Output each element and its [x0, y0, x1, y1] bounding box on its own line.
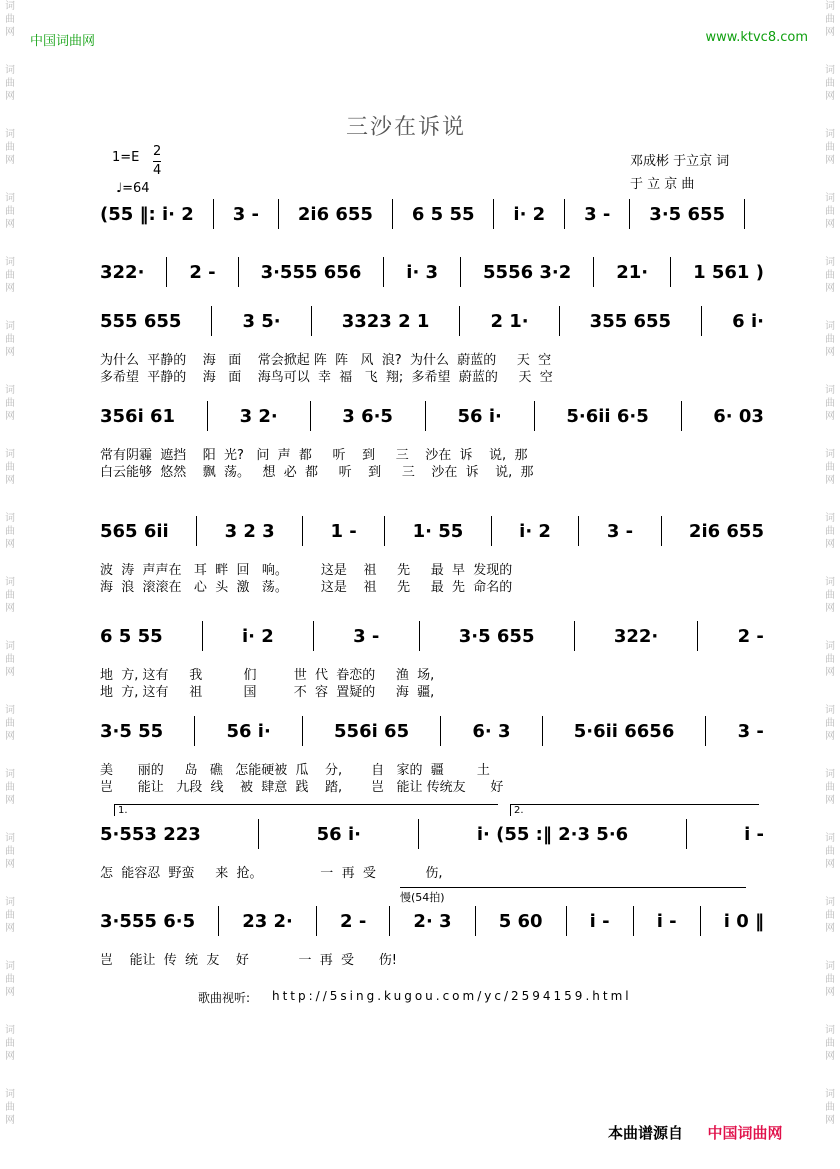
tempo-mark: ♩=64	[116, 181, 150, 196]
measure: 21·	[616, 261, 649, 283]
watermark-char: 曲	[5, 654, 15, 665]
staff-line	[100, 305, 764, 395]
watermark-char: 网	[825, 859, 835, 870]
watermark-char: 网	[825, 155, 835, 166]
bar-line	[302, 516, 303, 546]
bar-line	[491, 516, 492, 546]
measure: 3 -	[606, 520, 634, 542]
watermark-char: 词	[5, 257, 15, 268]
watermark-char: 词	[5, 385, 15, 396]
watermark-char: 曲	[825, 270, 835, 281]
staff-notes	[100, 515, 764, 547]
lyric-line: 多希望 平静的 海 面 海鸟可以 幸 福 飞 翔; 多希望 蔚蓝的 天 空	[100, 370, 553, 385]
staff-line	[100, 515, 764, 605]
staff-notes	[100, 198, 764, 230]
watermark-char: 词	[825, 641, 835, 652]
bar-line	[593, 257, 594, 287]
bar-line	[475, 906, 476, 936]
staff-notes	[100, 256, 764, 288]
watermark-char: 曲	[5, 398, 15, 409]
watermark-char: 曲	[5, 526, 15, 537]
bar-line	[559, 306, 560, 336]
bar-line	[418, 819, 419, 849]
bar-line	[278, 199, 279, 229]
staff-notes	[100, 905, 764, 937]
watermark-char: 网	[5, 795, 15, 806]
bar-line	[196, 516, 197, 546]
lyric-line: 美 丽的 岛 礁 怎能硬被 瓜 分, 自 家的 疆 土	[100, 763, 490, 778]
measure: 5·6ii 6656	[573, 720, 675, 742]
second-ending: 2.	[510, 804, 759, 816]
staff-line	[100, 400, 764, 490]
measure: 2 -	[189, 261, 216, 283]
watermark-char: 词	[825, 577, 835, 588]
staff-notes	[100, 818, 764, 850]
measure: i -	[589, 910, 610, 932]
measure: 356i 61	[100, 405, 176, 427]
measure: (55 ‖: i· 2	[100, 203, 194, 225]
watermark-char: 词	[825, 961, 835, 972]
watermark-char: 词	[5, 1, 15, 12]
watermark-char: 词	[5, 65, 15, 76]
bar-line	[316, 906, 317, 936]
measure: 3·5 655	[458, 625, 535, 647]
bar-line	[633, 906, 634, 936]
bar-line	[202, 621, 203, 651]
watermark-char: 曲	[5, 462, 15, 473]
watermark-char: 网	[825, 219, 835, 230]
key-signature	[112, 150, 139, 165]
watermark-char: 曲	[5, 78, 15, 89]
lyric-line: 怎 能容忍 野蛮 来 抢。 一 再 受 伤,	[100, 866, 443, 881]
watermark-char: 曲	[5, 590, 15, 601]
measure: 2· 3	[413, 910, 452, 932]
watermark-char: 网	[5, 219, 15, 230]
bar-line	[686, 819, 687, 849]
listen-url-link[interactable]: http://5sing.kugou.com/yc/2594159.html	[272, 989, 632, 1003]
measure: 23 2·	[242, 910, 293, 932]
measure: 556i 65	[334, 720, 410, 742]
measure: 3·5 55	[100, 720, 164, 742]
watermark-char: 网	[5, 923, 15, 934]
song-title: 三沙在诉说	[346, 115, 467, 140]
bar-line	[207, 401, 208, 431]
measure: 56 i·	[316, 823, 361, 845]
bar-line	[460, 257, 461, 287]
watermark-char: 网	[825, 795, 835, 806]
bar-line	[194, 716, 195, 746]
measure: 3 -	[353, 625, 380, 647]
bar-line	[258, 819, 259, 849]
watermark-char: 网	[5, 603, 15, 614]
measure: 3 -	[232, 203, 259, 225]
measure: 3·555 6·5	[100, 910, 196, 932]
measure: i· 2	[241, 625, 274, 647]
watermark-char: 网	[825, 411, 835, 422]
staff-notes	[100, 305, 764, 337]
bar-line	[218, 906, 219, 936]
bar-line	[211, 306, 212, 336]
measure: 5·6ii 6·5	[566, 405, 649, 427]
first-ending: 1.	[114, 804, 498, 816]
tempo-change: 慢(54拍)	[400, 891, 445, 904]
measure: 3 2 3	[224, 520, 275, 542]
bar-line	[661, 516, 662, 546]
measure: 5·553 223	[100, 823, 201, 845]
watermark-char: 网	[5, 91, 15, 102]
lyric-line: 海 浪 滚滚在 心 头 激 荡。 这是 祖 先 最 先 命名的	[100, 580, 513, 595]
staff-notes	[100, 400, 764, 432]
measure: 3·5 655	[649, 203, 726, 225]
watermark-char: 词	[825, 257, 835, 268]
watermark-char: 词	[5, 321, 15, 332]
watermark-char: 曲	[825, 974, 835, 985]
lyric-line: 地 方, 这有 祖 国 不 容 置疑的 海 疆,	[100, 685, 435, 700]
watermark-char: 网	[5, 1051, 15, 1062]
watermark-char: 词	[825, 449, 835, 460]
watermark-char: 词	[5, 833, 15, 844]
watermark-char: 曲	[5, 974, 15, 985]
measure: 6· 3	[472, 720, 511, 742]
measure: 3323 2 1	[341, 310, 430, 332]
bar-line	[440, 716, 441, 746]
bar-line	[697, 621, 698, 651]
bar-line	[302, 716, 303, 746]
watermark-char: 网	[825, 603, 835, 614]
bar-line	[574, 621, 575, 651]
watermark-char: 网	[5, 539, 15, 550]
lyric-line: 岂 能让 传 统 友 好 一 再 受 伤!	[100, 953, 397, 968]
watermark-char: 曲	[5, 270, 15, 281]
watermark-char: 网	[825, 475, 835, 486]
source-site-link[interactable]: 中国词曲网	[707, 1124, 783, 1142]
measure: 5556 3·2	[483, 261, 572, 283]
measure: 2 -	[737, 625, 764, 647]
watermark-char: 网	[825, 27, 835, 38]
tempo-change-line	[400, 887, 746, 888]
watermark-char: 曲	[825, 654, 835, 665]
measure: 3 2·	[239, 405, 278, 427]
watermark-char: 网	[5, 27, 15, 38]
measure: 6 i·	[732, 310, 764, 332]
watermark-char: 词	[5, 1089, 15, 1100]
lyric-line: 白云能够 悠然 飘 荡。 想 必 都 听 到 三 沙在 诉 说, 那	[100, 465, 534, 480]
measure: i· 2	[513, 203, 546, 225]
watermark-char: 曲	[825, 206, 835, 217]
watermark-char: 曲	[5, 14, 15, 25]
bar-line	[493, 199, 494, 229]
measure: 2i6 655	[688, 520, 764, 542]
staff-line	[100, 715, 764, 805]
measure: i -	[744, 823, 764, 845]
site-url-right[interactable]: www.ktvc8.com	[705, 30, 808, 45]
measure: 2 1·	[490, 310, 529, 332]
bar-line	[419, 621, 420, 651]
watermark-char: 网	[825, 1051, 835, 1062]
watermark-char: 词	[5, 193, 15, 204]
watermark-char: 曲	[825, 142, 835, 153]
watermark-char: 曲	[825, 78, 835, 89]
bar-line	[311, 306, 312, 336]
bar-line	[384, 516, 385, 546]
watermark-char: 词	[825, 193, 835, 204]
watermark-char: 词	[5, 449, 15, 460]
measure: 322·	[613, 625, 659, 647]
watermark-char: 曲	[825, 782, 835, 793]
watermark-char: 词	[825, 385, 835, 396]
measure: 355 655	[589, 310, 672, 332]
watermark-char: 网	[825, 1115, 835, 1126]
watermark-char: 曲	[825, 590, 835, 601]
watermark-char: 曲	[5, 718, 15, 729]
watermark-char: 曲	[825, 398, 835, 409]
measure: 1 561 )	[693, 261, 764, 283]
watermark-char: 网	[825, 667, 835, 678]
watermark-char: 曲	[5, 910, 15, 921]
watermark-char: 词	[5, 1025, 15, 1036]
bar-line	[542, 716, 543, 746]
measure: i· 2	[519, 520, 551, 542]
measure: 5 60	[498, 910, 543, 932]
bar-line	[166, 257, 167, 287]
watermark-char: 词	[5, 769, 15, 780]
watermark-char: 曲	[5, 1102, 15, 1113]
watermark-char: 网	[825, 539, 835, 550]
staff-line	[100, 620, 764, 710]
bar-line	[744, 199, 745, 229]
measure: 56 i·	[226, 720, 271, 742]
measure: 1· 55	[412, 520, 464, 542]
measure: 3·555 656	[260, 261, 362, 283]
bar-line	[313, 621, 314, 651]
source-prefix: 本曲谱源自	[608, 1124, 684, 1142]
watermark-char: 曲	[825, 14, 835, 25]
composer-credit: 于 立 京 曲	[630, 177, 695, 192]
lyric-line: 岂 能让 九段 线 被 肆意 践 踏, 岂 能让 传统友 好	[100, 780, 504, 795]
watermark-char: 网	[5, 987, 15, 998]
measure: 56 i·	[457, 405, 502, 427]
watermark-char: 曲	[825, 462, 835, 473]
staff-notes	[100, 620, 764, 652]
watermark-char: 曲	[825, 846, 835, 857]
watermark-char: 网	[5, 475, 15, 486]
watermark-char: 网	[5, 667, 15, 678]
key-label: 1=E	[112, 150, 140, 165]
bar-line	[534, 401, 535, 431]
lyric-line: 常有阴霾 遮挡 阳 光? 问 声 都 听 到 三 沙在 诉 说, 那	[100, 448, 528, 463]
watermark-char: 网	[825, 283, 835, 294]
measure: 322·	[100, 261, 145, 283]
bar-line	[389, 906, 390, 936]
bar-line	[629, 199, 630, 229]
measure: 3 6·5	[342, 405, 393, 427]
left-watermark-strip	[0, 0, 20, 1169]
bar-line	[238, 257, 239, 287]
watermark-char: 网	[5, 155, 15, 166]
watermark-char: 网	[5, 411, 15, 422]
measure: i· (55 :‖ 2·3 5·6	[476, 823, 629, 845]
lyric-line: 地 方, 这有 我 们 世 代 眷恋的 渔 场,	[100, 668, 435, 683]
watermark-char: 曲	[5, 206, 15, 217]
watermark-char: 曲	[825, 718, 835, 729]
measure: 565 6ii	[100, 520, 169, 542]
watermark-char: 词	[825, 769, 835, 780]
bar-line	[310, 401, 311, 431]
watermark-char: 曲	[5, 1038, 15, 1049]
measure: 3 -	[584, 203, 611, 225]
bar-line	[459, 306, 460, 336]
time-bottom: 4	[153, 163, 162, 178]
measure: 1 -	[330, 520, 357, 542]
site-name-left[interactable]: 中国词曲网	[30, 34, 96, 49]
time-signature	[153, 143, 161, 180]
watermark-char: 词	[825, 321, 835, 332]
bar-line	[383, 257, 384, 287]
watermark-char: 词	[825, 1, 835, 12]
staff-line	[100, 891, 764, 995]
watermark-char: 词	[825, 705, 835, 716]
watermark-char: 网	[5, 283, 15, 294]
watermark-char: 曲	[825, 334, 835, 345]
watermark-char: 网	[5, 347, 15, 358]
measure: i· 3	[406, 261, 439, 283]
measure: 2i6 655	[297, 203, 373, 225]
measure: 6· 03	[713, 405, 764, 427]
watermark-char: 词	[825, 1089, 835, 1100]
bar-line	[392, 199, 393, 229]
bar-line	[700, 906, 701, 936]
watermark-char: 曲	[5, 334, 15, 345]
bar-line	[705, 716, 706, 746]
measure: 6 5 55	[100, 625, 163, 647]
bar-line	[701, 306, 702, 336]
watermark-char: 词	[5, 129, 15, 140]
lyric-line: 为什么 平静的 海 面 常会掀起 阵 阵 风 浪? 为什么 蔚蓝的 天 空	[100, 353, 552, 368]
measure: 6 5 55	[411, 203, 475, 225]
watermark-char: 词	[825, 1025, 835, 1036]
watermark-char: 曲	[5, 142, 15, 153]
listen-label: 歌曲视听:	[198, 991, 251, 1005]
watermark-char: 词	[825, 897, 835, 908]
watermark-char: 网	[825, 91, 835, 102]
staff-notes	[100, 715, 764, 747]
watermark-char: 曲	[5, 782, 15, 793]
bar-line	[578, 516, 579, 546]
measure: 555 655	[100, 310, 182, 332]
measure: 3 -	[737, 720, 764, 742]
watermark-char: 网	[5, 859, 15, 870]
watermark-char: 词	[825, 513, 835, 524]
bar-line	[670, 257, 671, 287]
measure: i 0 ‖	[723, 910, 764, 932]
bar-line	[681, 401, 682, 431]
watermark-char: 曲	[825, 1102, 835, 1113]
watermark-char: 曲	[5, 846, 15, 857]
measure: i -	[656, 910, 677, 932]
right-watermark-strip	[820, 0, 840, 1169]
watermark-char: 网	[825, 987, 835, 998]
watermark-char: 词	[825, 65, 835, 76]
watermark-char: 网	[5, 731, 15, 742]
watermark-char: 曲	[825, 1038, 835, 1049]
watermark-char: 词	[5, 641, 15, 652]
watermark-char: 网	[5, 1115, 15, 1126]
watermark-char: 词	[5, 961, 15, 972]
lyric-line: 波 涛 声声在 耳 畔 回 响。 这是 祖 先 最 早 发现的	[100, 563, 513, 578]
watermark-char: 曲	[825, 526, 835, 537]
measure: 3 5·	[242, 310, 281, 332]
watermark-char: 网	[825, 731, 835, 742]
bar-line	[564, 199, 565, 229]
watermark-char: 词	[5, 897, 15, 908]
bar-line	[566, 906, 567, 936]
watermark-char: 词	[5, 513, 15, 524]
watermark-char: 词	[5, 577, 15, 588]
watermark-char: 词	[825, 129, 835, 140]
time-top: 2	[153, 144, 162, 159]
watermark-char: 词	[825, 833, 835, 844]
bar-line	[213, 199, 214, 229]
watermark-char: 词	[5, 705, 15, 716]
watermark-char: 网	[825, 923, 835, 934]
lyricist-credit: 邓成彬 于立京 词	[630, 154, 730, 169]
measure: 2 -	[340, 910, 367, 932]
bar-line	[425, 401, 426, 431]
source-credit	[608, 1122, 783, 1143]
watermark-char: 曲	[825, 910, 835, 921]
watermark-char: 网	[825, 347, 835, 358]
